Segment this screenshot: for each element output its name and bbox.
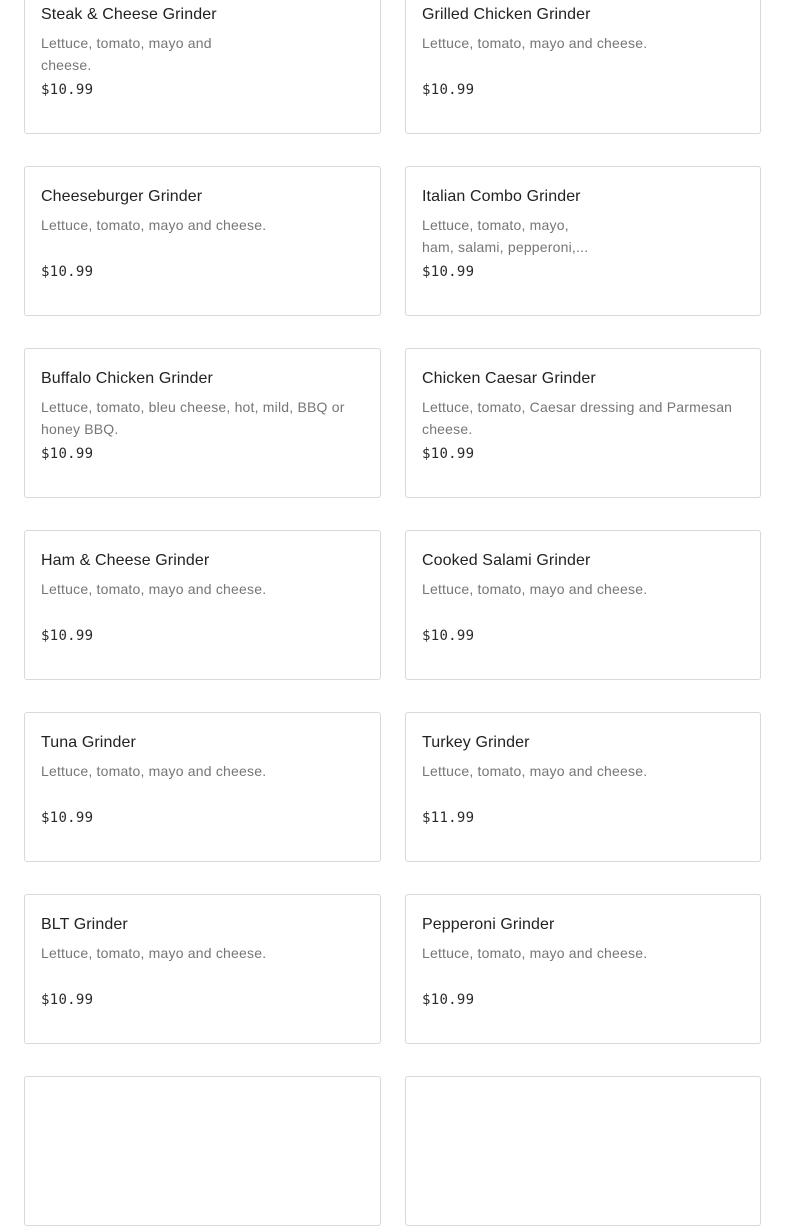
menu-item-price: $10.99 (41, 628, 94, 644)
menu-item-card-turkey-grinder[interactable] (405, 712, 761, 862)
menu-item-description: Lettuce, tomato, mayo and cheese. (422, 763, 648, 779)
menu-item-name: Tuna Grinder (41, 734, 136, 751)
menu-item-description: Lettuce, tomato, mayo and cheese. (422, 581, 648, 597)
menu-item-price: $11.99 (422, 810, 475, 826)
menu-item-description: Lettuce, tomato, bleu cheese, hot, mild, BBQ or honey BBQ. (41, 399, 345, 437)
menu-item-name: Cooked Salami Grinder (422, 552, 591, 569)
menu-item-description: Lettuce, tomato, mayo and cheese. (41, 217, 267, 233)
menu-item-card-grilled-chicken-grinder[interactable] (405, 0, 761, 134)
menu-item-name: Steak & Cheese Grinder (41, 6, 217, 23)
menu-item-description: Lettuce, tomato, mayo, ham, salami, pepperoni,... (422, 217, 589, 255)
menu-item-description: Lettuce, tomato, mayo and cheese. (41, 35, 212, 73)
menu-item-price: $10.99 (422, 992, 475, 1008)
menu-item-card-blt-grinder[interactable] (24, 894, 381, 1044)
menu-item-price: $10.99 (41, 810, 94, 826)
menu-item-name: Ham & Cheese Grinder (41, 552, 210, 569)
menu-item-card-partial-right[interactable] (405, 1076, 761, 1226)
menu-item-description: Lettuce, tomato, Caesar dressing and Parmesan cheese. (422, 399, 733, 437)
menu-item-name: Grilled Chicken Grinder (422, 6, 591, 23)
menu-item-card-tuna-grinder[interactable] (24, 712, 381, 862)
menu-item-description: Lettuce, tomato, mayo and cheese. (422, 945, 648, 961)
menu-item-card-steak-cheese-grinder[interactable] (24, 0, 381, 134)
menu-item-name: Italian Combo Grinder (422, 188, 581, 205)
menu-item-card-italian-combo-grinder[interactable] (405, 166, 761, 316)
menu-item-name: Turkey Grinder (422, 734, 530, 751)
menu-item-card-ham-cheese-grinder[interactable] (24, 530, 381, 680)
menu-item-card-cheeseburger-grinder[interactable] (24, 166, 381, 316)
menu-item-price: $10.99 (41, 82, 94, 98)
menu-item-name: Buffalo Chicken Grinder (41, 370, 213, 387)
menu-item-card-chicken-caesar-grinder[interactable] (405, 348, 761, 498)
menu-item-description: Lettuce, tomato, mayo and cheese. (41, 763, 267, 779)
menu-item-name: Cheeseburger Grinder (41, 188, 203, 205)
menu-item-card-partial-left[interactable] (24, 1076, 381, 1226)
menu-item-description: Lettuce, tomato, mayo and cheese. (422, 35, 648, 51)
menu-item-price: $10.99 (41, 992, 94, 1008)
menu-item-card-cooked-salami-grinder[interactable] (405, 530, 761, 680)
menu-item-price: $10.99 (422, 628, 475, 644)
menu-item-name: Pepperoni Grinder (422, 916, 555, 933)
menu-item-grid (24, 0, 761, 1226)
menu-item-price: $10.99 (41, 446, 94, 462)
menu-item-card-buffalo-chicken-grinder[interactable] (24, 348, 381, 498)
menu-item-price: $10.99 (422, 264, 475, 280)
menu-item-price: $10.99 (422, 82, 475, 98)
menu-item-card-pepperoni-grinder[interactable] (405, 894, 761, 1044)
menu-item-price: $10.99 (422, 446, 475, 462)
menu-item-name: Chicken Caesar Grinder (422, 370, 596, 387)
menu-item-name: BLT Grinder (41, 916, 128, 933)
menu-item-description: Lettuce, tomato, mayo and cheese. (41, 945, 267, 961)
menu-item-price: $10.99 (41, 264, 94, 280)
menu-item-description: Lettuce, tomato, mayo and cheese. (41, 581, 267, 597)
